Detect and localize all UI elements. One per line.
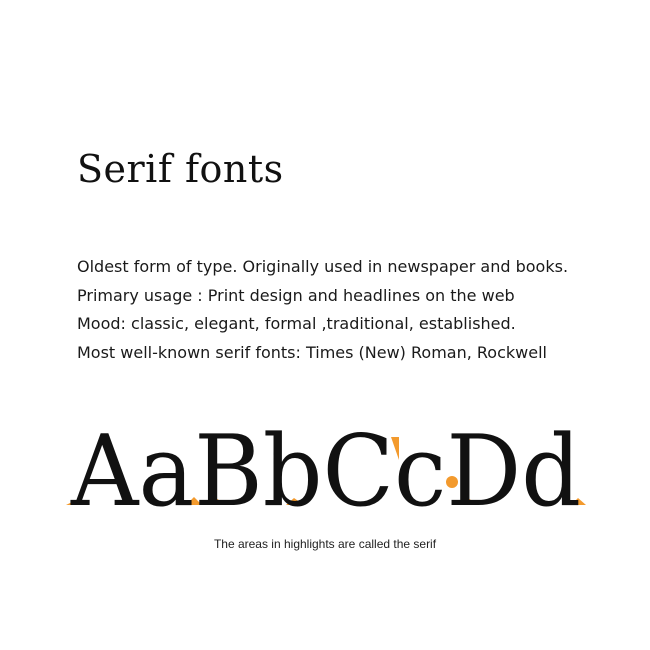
- specimen-caption: The areas in highlights are called the serif: [213, 537, 437, 551]
- description-line: Primary usage : Print design and headlines on the web: [77, 285, 515, 305]
- page-title: Serif fonts: [77, 147, 284, 191]
- description-line: Mood: classic, elegant, formal ,traditional, established.: [77, 314, 516, 333]
- specimen-text: AaBbCcDd: [70, 415, 582, 522]
- serif-specimen: [66, 412, 586, 522]
- description-line: Most well-known serif fonts: Times (New) Roman, Rockwell: [77, 342, 547, 362]
- serif-specimen-graphic: [66, 412, 586, 522]
- description-list: [77, 253, 617, 367]
- description-line: Oldest form of type. Originally used in newspaper and books.: [77, 257, 569, 276]
